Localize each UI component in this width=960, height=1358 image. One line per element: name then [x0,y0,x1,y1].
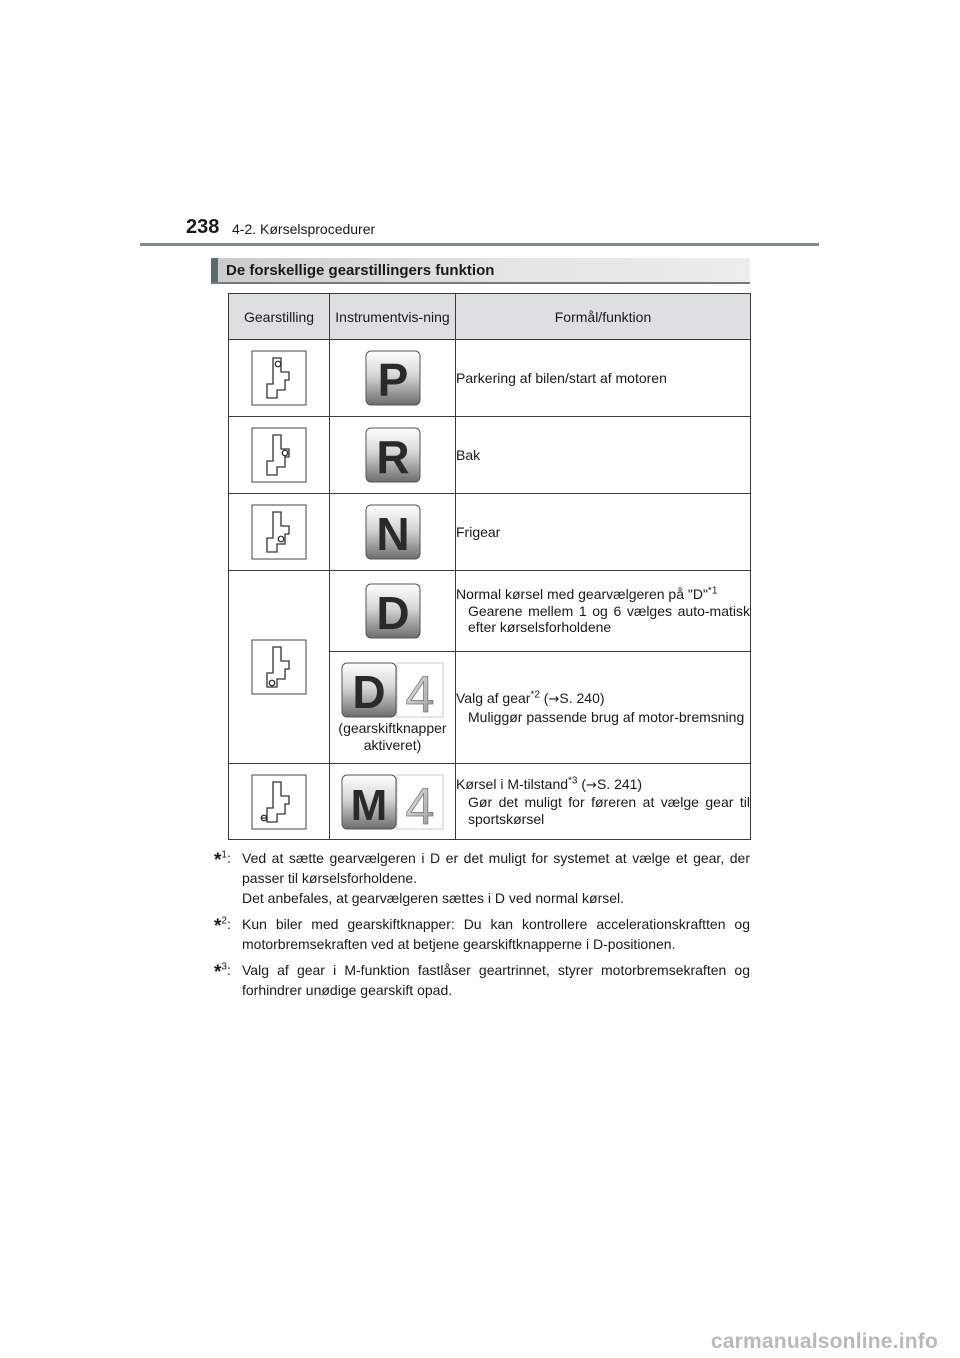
svg-text:M: M [350,780,387,830]
function-text: Parkering af bilen/start af motoren [456,369,667,386]
svg-text:N: N [375,508,410,560]
footnote-2 [214,914,750,954]
arrow-right-icon: → [548,692,560,707]
function-detail: Muliggør passende brug af motor-bremsning [468,708,745,725]
svg-text:R: R [375,431,410,483]
shift-gate-diagram-icon [251,427,307,483]
gear-m4-indicator-icon [341,774,445,830]
indicator-cell [330,652,456,764]
function-cell [456,417,751,494]
function-main: Normal kørsel med gearvælgeren på "D"$^{*1}$ [456,585,718,603]
gate-cell [229,340,330,417]
page-number: 238 [186,216,220,238]
shift-gate-diagram-icon [251,639,307,695]
footnotes [214,848,750,1006]
function-main: Kørsel i M-tilstand$^{*3}$ (→S. 241) [456,775,643,793]
gate-cell [229,494,330,571]
table-row [229,571,751,652]
function-cell [456,571,751,652]
chapter-title: 4-2. Kørselsprocedurer [232,221,376,237]
footnote-mark: *$^3$: [214,961,231,983]
table-row [229,340,751,417]
table-row [229,417,751,494]
footnote-mark: *$^2$: [214,915,231,937]
function-cell [456,340,751,417]
gear-r-indicator-icon [365,427,421,483]
shift-gate-diagram-icon [251,350,307,406]
gate-cell [229,764,330,840]
footnote-text: Ved at sætte gearvælgeren i D er det muligt for systemet at vælge et gear, der passer til kørselsforholdene. Det anbefales, at gearvælgeren sættes i D ved normal kørsel. [242,850,750,906]
gear-position-table [228,293,751,840]
svg-text:4: 4 [405,777,434,830]
arrow-right-icon: → [586,777,597,793]
gate-cell [229,417,330,494]
gate-cell [229,571,330,764]
indicator-cell [330,494,456,571]
gear-d4-indicator-icon [341,662,445,718]
function-cell [456,652,751,764]
watermark: carmanualsonline.info [710,1330,938,1353]
svg-text:D: D [351,665,386,718]
gear-n-indicator-icon [365,504,421,560]
function-cell [456,764,751,840]
function-text: Bak [456,446,481,463]
section-heading-bar [211,258,218,282]
gear-d-indicator-icon [365,583,421,639]
indicator-cell [330,764,456,840]
svg-text:P: P [377,354,408,406]
function-main: Valg af gear$^{*2}$ (→S. 240) [456,689,605,707]
section-heading-label: De forskellige gearstillingers funktion [226,262,495,279]
footnote-mark: *$^1$: [214,849,231,871]
footnote-3 [214,960,750,1000]
footnote-text: Valg af gear i M-funktion fastlåser geartrinnet, styrer motorbremsekraften og forhindrer unødige gearskift opad. [242,962,750,998]
svg-text:4: 4 [405,665,434,718]
indicator-caption: (gearskiftknapper aktiveret) [338,719,447,753]
gear-p-indicator-icon [365,350,421,406]
function-cell [456,494,751,571]
table-row [229,764,751,840]
section-heading [211,258,750,284]
header-rule [140,243,819,246]
indicator-cell [330,417,456,494]
indicator-cell [330,340,456,417]
function-detail: Gearene mellem 1 og 6 vælges auto-matisk efter kørselsforholdene [468,602,750,636]
header-instrumentvisning: Instrumentvis-ning [330,294,456,340]
header-function: Formål/funktion [456,294,751,340]
table-row [229,494,751,571]
footnote-text: Kun biler med gearskiftknapper: Du kan kontrollere accelerationskraftten og motorbremsekraften ved at betjene gearskiftknapperne i D-positionen. [242,916,750,952]
header-gearstilling: Gearstilling [229,294,330,340]
function-text: Frigear [456,523,501,540]
shift-gate-diagram-icon [251,504,307,560]
function-detail: Gør det muligt for føreren at vælge gear til sportskørsel [468,794,750,827]
indicator-cell [330,571,456,652]
footnote-1 [214,848,750,908]
shift-gate-diagram-icon [251,774,307,830]
svg-text:D: D [375,587,410,639]
table-header-row [229,294,751,340]
